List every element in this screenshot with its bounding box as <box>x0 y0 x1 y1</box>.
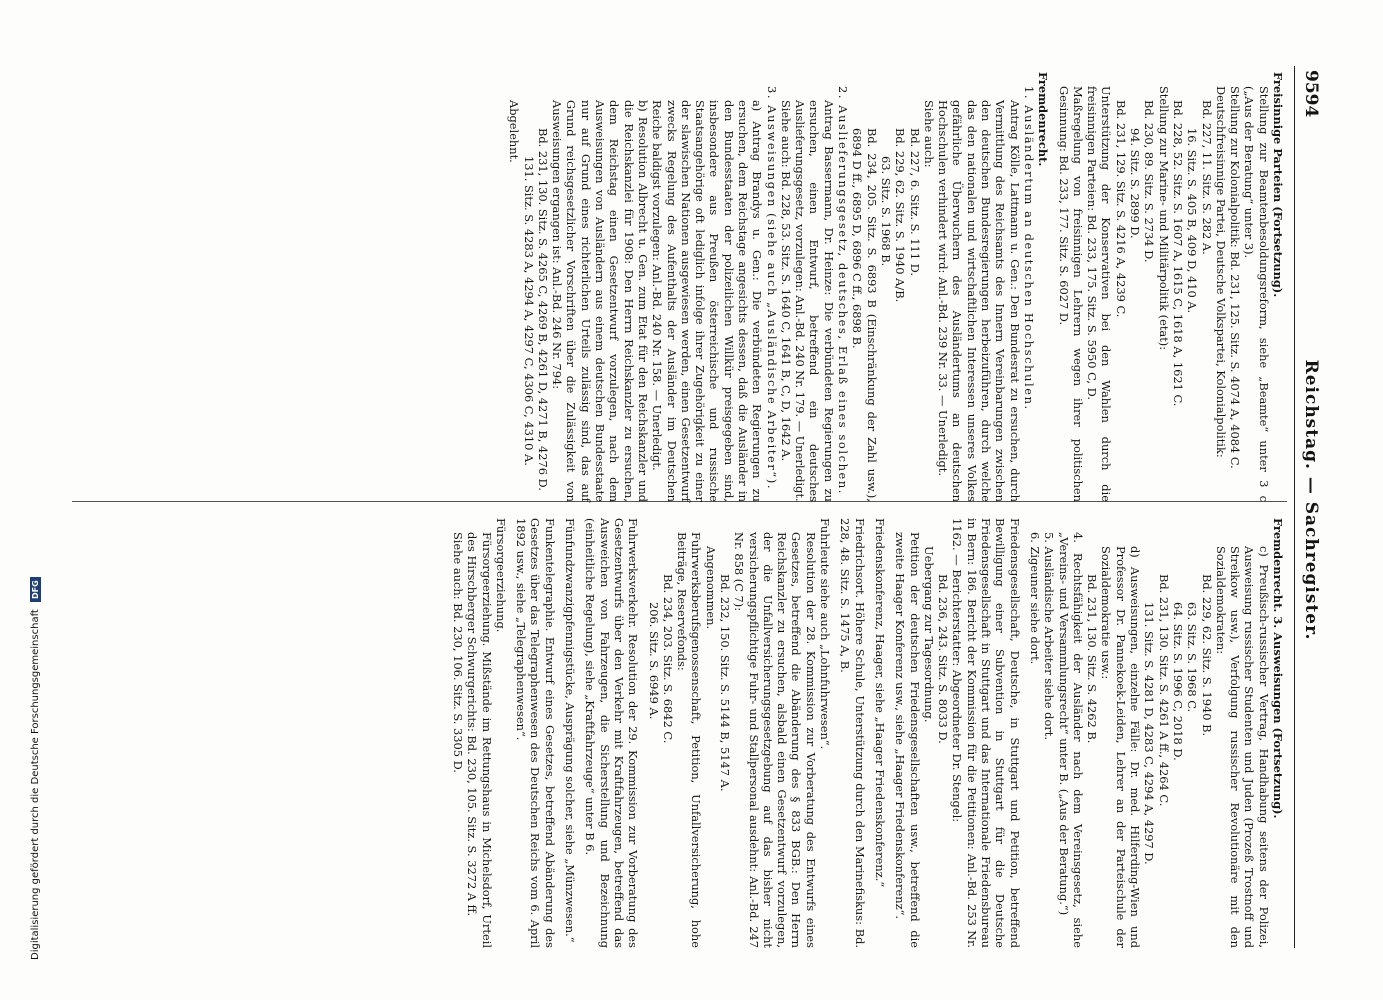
index-entry: Bd. 234, 203. Sitz. S. 6842 C. <box>660 574 675 744</box>
index-entry: Siehe auch: <box>921 100 936 168</box>
index-entry: c) Preußisch-russischer Vertrag, Handhabung seitens der Polizei, Ausweisung russischer Studenten und Juden (Prozeß Trostnoff und Streikow usw.), Verfolgung russischer Revolutionäre mit den Sozialdemokraten: <box>1213 546 1271 948</box>
index-entry: 131. Sitz. S. 4281 D, 4283 C, 4294 A, 4297 D. <box>1142 602 1157 865</box>
paragraph-gap <box>640 518 646 948</box>
index-entry: Friedrichsort. Höhere Schule, Unterstützung durch den Marinefiskus: Bd. 228, 48. Sitz. S. 1475 A, B. <box>838 518 867 948</box>
index-entry: Stellung zur Marine- und Militärpolitik (etat): <box>1156 86 1171 351</box>
index-entry: b) Resolution Albrecht u. Gen. zum Etat für den Reichskanzler und die Reichskanzlei für 1908: Den Herrn Reichskanzler zu ersuchen, dem Reichstag einen Gesetzentwurf vorzulegen, nach dem Ausweisungen von Ausländern aus einem deutschen Bundesstaate nur auf Grund eines richterlichen Urteils zulässig sind, das auf Grund reichsgesetzlicher Vorschriften über die Zulässigkeit von Ausweisungen ergangen ist: Anl.-Bd. 246 Nr. 794: <box>550 100 650 502</box>
index-entry: 5. Ausländische Arbeiter siehe dort. <box>1042 532 1057 740</box>
index-entry: 16. Sitz. S. 405 B, 409 D, 410 A. <box>1185 128 1200 314</box>
index-entry: 3. Ausweisungen (siehe auch „Ausländische Arbeiter“). <box>764 86 779 491</box>
left-column <box>507 72 1285 502</box>
index-entry: Petition der deutschen Friedensgesellschaften usw., betreffend die zweite Haager Konferenz usw., siehe „Haager Friedenskonferenz“. <box>893 532 922 948</box>
index-entry: Deutschfreisinnige Partei, Deutsche Volkspartei, Kolonialpolitik: <box>1213 86 1228 458</box>
index-entry: Bd. 227, 11. Sitz. S. 282 A. <box>1199 100 1214 255</box>
index-entry: Bd. 227, 6. Sitz. S. 111 D. <box>907 128 922 276</box>
index-entry: Bd. 234, 205. Sitz. S. 6893 B (Einschränkung der Zahl usw.), 6894 D ff., 6895 D, 6896 C ff., 6898 B. <box>850 128 879 502</box>
credit-text: Digitalisierung gefördert durch die Deutsche Forschungsgemeinschaft <box>30 609 41 960</box>
digitization-credit <box>30 6 41 960</box>
index-entry: Fürsorgeerziehung. <box>493 518 508 633</box>
index-entry: Unterstützung der Konservativen bei den Wahlen durch die freisinnigen Parteien: Bd. 233, 175. Sitz. S. 5950 C, D. <box>1085 86 1114 502</box>
paragraph-gap <box>557 518 563 948</box>
index-entry: Stellung zur Beamtenbesoldungsreform, siehe „Beamte“ unter 3 c („Aus der Beratung“ unter 3). <box>1242 86 1271 502</box>
paragraph-gap <box>867 518 873 948</box>
index-entry: a) Antrag Brandys u. Gen.: Die verbündeten Regierungen zu ersuchen, dem Reichstage angesichts dessen, daß die Ausländer in den Bundesstaaten der polizeilichen Willkür preisgegeben sind, insbesondere aus Preußen österreichische und russische Staatsangehörige oft lediglich infolge ihrer Zugehörigkeit zu einer der slawischen Nationen ausgewiesen werden, einen Gesetzentwurf zwecks Regelung des Aufenthalts der Ausländer im Deutschen Reiche baldigst vorzulegen: Anl.-Bd. 240 Nr. 158. — Unerledigt. <box>650 100 765 502</box>
index-entry: 131. Sitz. S. 4283 A, 4294 A, 4297 C, 4306 C, 4310 A. <box>521 156 536 466</box>
index-entry: Bd. 228, 52. Sitz. S. 1607 A, 1615 C, 1618 A, 1621 C. <box>1170 100 1185 407</box>
index-entry: 63. Sitz. S. 1968 C. <box>1185 602 1200 713</box>
index-entry: 63. Sitz. S. 1968 B. <box>878 156 893 267</box>
index-entry: Abgelehnt. <box>507 100 522 163</box>
index-entry: d) Ausweisungen, einzelne Fälle: Dr. med. Hilferding-Wien und Professor Dr. Pannekoek-Leiden, Lehrer an der Parteischule der Sozialdemokratie usw.: <box>1099 546 1143 948</box>
index-heading: Fremdenrecht. <box>1036 72 1051 167</box>
index-entry: Bd. 230, 89. Sitz. S. 2734 D. <box>1142 100 1157 263</box>
index-entry: 1. Ausländertum an deutschen Hochschulen. <box>1021 86 1036 411</box>
index-entry: Fuhrwerksberufsgenossenschaft, Petition, Unfallversicherung, hohe Beiträge, Reservefonds: <box>675 532 704 948</box>
index-entry: Stellung zur Kolonialpolitik: Bd. 231, 125. Sitz. S. 4074 A, 4084 C. <box>1228 86 1243 469</box>
index-entry: Bd. 231, 129. Sitz. S. 4216 A, 4239 C. <box>1113 100 1128 318</box>
index-heading: Freisinnige Parteien (Fortsetzung). <box>1271 72 1285 298</box>
index-entry: Bd. 236, 243. Sitz. S. 8033 D. <box>936 574 951 744</box>
index-entry: Friedensgesellschaft, Deutsche, in Stuttgart und Petition, betreffend Bewilligung einer Subvention in Stuttgart für die Deutsche Friedensgesellschaft in Stuttgart und das Internationale Friedensbureau in Bern: 186. Bericht der Kommission für die Petitionen: Anl.-Bd. 253 Nr. 1162. — Berichterstatter: Abgeordneter Dr. Stengel: <box>950 518 1022 948</box>
right-column <box>451 518 1285 948</box>
paragraph-gap <box>1022 518 1028 948</box>
index-entry: 94. Sitz. S. 2899 D. <box>1128 128 1143 239</box>
index-entry: Bd. 231, 130. Sitz. S. 4265 C, 4269 B, 4261 D, 4271 B, 4276 D. <box>535 128 550 491</box>
index-entry: 6. Zigeuner siehe dort. <box>1027 532 1042 665</box>
index-entry: Resolution der 28. Kommission zur Vorberatung des Entwurfs eines Gesetzes, betreffend die Abänderung des § 833 BGB.: Den Herrn Reichskanzler zu ersuchen, alsbald einen Gesetzentwurf vorzulegen, der die Unfallversicherungsgesetzgebung auf das bisher nicht versicherungspflichtige Fuhr- und Stallpersonal ausdehnt: Anl.-Bd. 247 Nr. 858 (C 7): <box>732 532 818 948</box>
running-title: Reichstag. — Sachregister. <box>1301 359 1321 641</box>
index-entry: Bd. 229, 62. Sitz. S. 1940 B. <box>1199 574 1214 737</box>
index-entry: Maßregelung von freisinnigen Lehrern wegen ihrer politischen Gesinnung: Bd. 233, 177. Sitz. S. 6027 D. <box>1056 86 1085 502</box>
index-entry: 206. Sitz. S. 6949 A. <box>646 602 661 720</box>
index-entry: Antrag Bassermann, Dr. Heinze: Die verbündeten Regierungen zu ersuchen, einen Entwurf, betreffend ein deutsches Auslieferungsgesetz, vorzulegen: Anl.-Bd. 240 Nr. 179. — Unerledigt. <box>793 100 836 502</box>
index-entry: Uebergang zur Tagesordnung. <box>921 546 936 723</box>
index-entry: Siehe auch: Bd. 228, 53. Sitz. S. 1640 C, 1641 B, C, D, 1642 A. <box>778 100 793 462</box>
index-entry: Funkentelegraphie. Entwurf eines Gesetzes, betreffend Abänderung des Gesetzes über das Telegraphenwesen des Deutschen Reichs vom 6. April 1892 usw., siehe „Telegraphenwesen“. <box>514 518 557 948</box>
dfg-logo: DFG <box>30 577 41 602</box>
index-entry: Friedenskonferenz, Haager, siehe „Haager Friedenskonferenz.“ <box>872 518 887 888</box>
page-number: 9594 <box>1301 70 1321 118</box>
index-entry: Fuhrwerksverkehr. Resolution der 29. Kommission zur Vorberatung des Gesetzentwurfs über den Verkehr mit Kraftfahrzeugen, betreffend das Ausweichen von Fahrzeugen, die Sicherstellung und Bezeichnung (einheitliche Regelung), siehe „Kraftfahrzeuge“ unter B 6. <box>583 518 641 948</box>
index-entry: Bd. 229, 62. Sitz. S. 1940 A/B. <box>893 128 908 303</box>
index-entry: Angenommen. <box>703 546 718 630</box>
index-entry: Siehe auch: Bd. 230, 106. Sitz. S. 3305 D. <box>450 532 465 773</box>
index-entry: 4. Rechtsfähigkeit der Ausländer nach dem Vereinsgesetz, siehe „Vereins- und Versammlungsrecht“ unter B. („Aus der Beratung.“) <box>1056 532 1085 948</box>
index-entry: Bd. 232, 150. Sitz. S. 5144 B, 5147 A. <box>718 574 733 792</box>
index-entry: 64. Sitz. S. 1996 C, 2018 D. <box>1170 602 1185 761</box>
index-entry: Bd. 231, 130. Sitz. S. 4261 A ff., 4264 C. <box>1156 574 1171 807</box>
index-entry: Fürsorgeerziehung. Mißstände im Rettungshaus in Michelsdorf, Urteil des Hirschberger Schwurgerichts: Bd. 230, 105. Sitz. S. 3272 A ff. <box>465 532 494 948</box>
index-entry: Bd. 231, 130. Sitz. S. 4262 B. <box>1085 574 1100 744</box>
index-entry: Fünfundzwanzigpfennigstücke, Ausprägung solcher, siehe „Münzwesen.“ <box>563 518 578 943</box>
index-entry: Antrag Kölle, Lattmann u. Gen.: Den Bundesrat zu ersuchen, durch Vermittlung des Reichsamts des Innern Vereinbarungen zwischen den deutschen Bundesregierungen herbeizuführen, durch welche das den nationalen und wirtschaftlichen Interessen unseres Volkes gefährliche Überwuchern des Ausländertums an deutschen Hochschulen verhindert wird: Anl.-Bd. 239 Nr. 33. — Unerledigt. <box>936 100 1022 502</box>
header-rule <box>1294 66 1295 948</box>
index-entry: Fuhrleute siehe auch „Lohnfuhrwesen“. <box>818 518 833 750</box>
index-entry: 2. Auslieferungsgesetz, deutsches, Erlaß eines solchen. <box>836 86 851 496</box>
index-heading: Fremdenrecht. 3. Ausweisungen (Fortsetzung). <box>1271 518 1285 819</box>
